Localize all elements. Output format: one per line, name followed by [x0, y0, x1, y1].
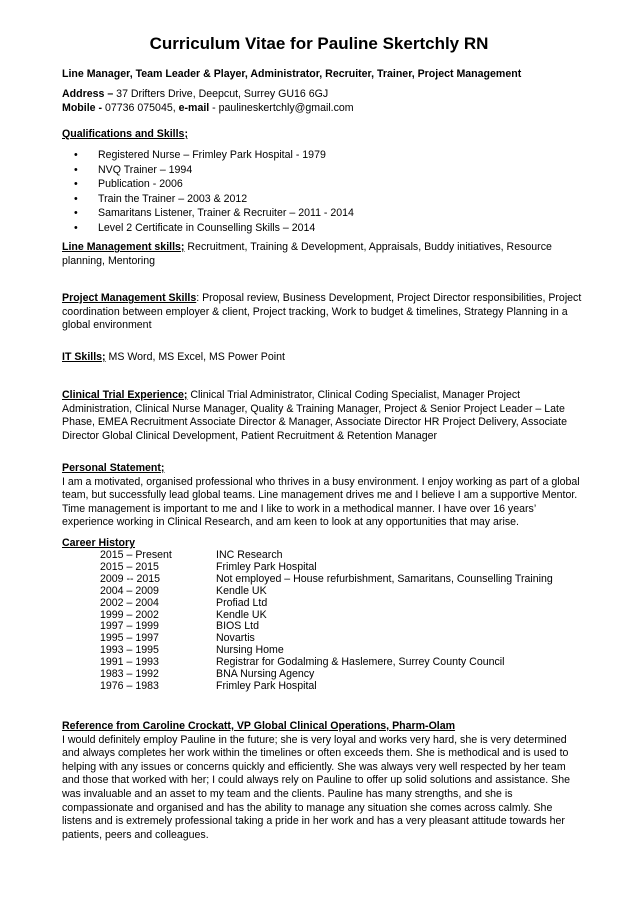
- career-history-table: [100, 550, 553, 693]
- mobile-value: 07736 075045,: [104, 101, 179, 114]
- clinical-trial-text: Clinical Trial Administrator, Clinical Coding Specialist, Manager Project Administration, Clinical Nurse Manager, Quality & Training Manager, Project & Senior Project Leader – Late Phase, EMEA Recruitment Associate Director & Manager, Associate Director HR Project Delivery, Associate Director Global Clinical Development, Patient Recruitment & Retention Manager: [62, 389, 567, 442]
- list-item: • Samaritans Listener, Trainer & Recruiter – 2011 - 2014: [62, 206, 354, 221]
- list-item: • Publication - 2006: [62, 177, 354, 192]
- roles-line: Line Manager, Team Leader & Player, Administrator, Recruiter, Trainer, Project Management: [62, 68, 522, 80]
- table-row: [100, 633, 553, 645]
- career-employer: Novartis: [216, 632, 255, 645]
- reference-section: [62, 720, 584, 842]
- table-row: [100, 598, 553, 610]
- project-management-text: : Proposal review, Business Development, Project Director responsibilities, Project coordination between employer & client, Project tracking, Work to budget & timelines, Strategy Planning in a global environment: [62, 292, 582, 332]
- career-employer: BNA Nursing Agency: [216, 668, 315, 681]
- email-label: e-mail: [178, 101, 210, 114]
- career-years: 1997 – 1999: [100, 620, 159, 633]
- clinical-trial-heading: Clinical Trial Experience;: [62, 389, 188, 401]
- table-row: [100, 621, 553, 633]
- reference-heading: Reference from Caroline Crockatt, VP Global Clinical Operations, Pharm-Olam: [62, 720, 456, 732]
- career-employer: Frimley Park Hospital: [216, 679, 317, 692]
- career-years: 1995 – 1997: [100, 632, 159, 645]
- cv-title: Curriculum Vitae for Pauline Skertchly RN: [149, 34, 489, 53]
- qualifications-list: [62, 148, 354, 235]
- career-employer: Nursing Home: [216, 644, 284, 657]
- career-employer: INC Research: [216, 549, 283, 561]
- qualifications-heading: Qualifications and Skills;: [62, 128, 188, 140]
- project-management-heading: Project Management Skills: [62, 292, 197, 304]
- address-line: [62, 88, 584, 102]
- career-years: 2009 -- 2015: [100, 572, 161, 585]
- personal-statement-section: [62, 462, 584, 530]
- clinical-trial-section: [62, 389, 584, 443]
- line-management-section: [62, 241, 584, 268]
- it-skills-heading: IT Skills;: [62, 351, 106, 363]
- career-years: 2002 – 2004: [100, 596, 159, 609]
- table-row: [100, 586, 553, 598]
- line-management-heading: Line Management skills;: [62, 241, 185, 253]
- personal-statement-text: I am a motivated, organised professional who thrives in a busy environment. I enjoy working as part of a global team, but successfully lead global teams. Line management drives me and I believe I am a supportive Mentor. Time management is important to me and I like to work in a methodical manner. I have over 16 years’ experience working in Clinical Research, and am keen to look at any opportunities that may arise.: [62, 475, 580, 529]
- career-years: 1993 – 1995: [100, 644, 159, 657]
- email-value: - paulineskertchly@gmail.com: [209, 101, 354, 114]
- career-employer: Frimley Park Hospital: [216, 560, 317, 573]
- career-years: 1991 – 1993: [100, 656, 159, 669]
- address-value: 37 Drifters Drive, Deepcut, Surrey GU16 6GJ: [113, 88, 329, 100]
- list-item: • NVQ Trainer – 1994: [62, 163, 354, 178]
- career-years: 2015 – 2015: [100, 560, 159, 573]
- it-skills-text: MS Word, MS Excel, MS Power Point: [105, 351, 285, 363]
- career-history-heading: Career History: [62, 537, 136, 549]
- mobile-label: Mobile -: [62, 101, 105, 114]
- career-years: 1999 – 2002: [100, 608, 159, 621]
- career-employer: Not employed – House refurbishment, Samaritans, Counselling Training: [216, 572, 553, 585]
- career-employer: Kendle UK: [216, 584, 267, 597]
- personal-statement-heading: Personal Statement;: [62, 462, 165, 474]
- reference-text: I would definitely employ Pauline in the future; she is very loyal and works very hard, she is very determined and always completes her work within the timelines or often exceeds them. She is methodical and is used to helping with any issues or concerns quickly and efficiently. She was always very well respected by her team and those that worked with her; I could always rely on Pauline to offer up solid solutions and assistance. She was invaluable and an asset to my team and the clients. Pauline has many strengths, and she is compassionate and organised and has the ability to manage any situation she comes across calmly. She listens and is extremely professional taking a pride in her work and has a very pleasant attitude towards her patients, peers and colleagues.: [62, 733, 571, 841]
- career-employer: Profiad Ltd: [216, 596, 268, 609]
- career-years: 1983 – 1992: [100, 668, 159, 681]
- career-years: 2004 – 2009: [100, 584, 159, 597]
- career-employer: Registrar for Godalming & Haslemere, Surrey County Council: [216, 656, 505, 669]
- table-row: [100, 610, 553, 622]
- address-label: Address –: [62, 88, 114, 100]
- project-management-section: [62, 292, 584, 333]
- list-item: • Train the Trainer – 2003 & 2012: [62, 192, 354, 207]
- contact-block: [62, 88, 584, 115]
- table-row: [100, 681, 553, 693]
- career-employer: BIOS Ltd: [216, 620, 259, 633]
- table-row: [100, 657, 553, 669]
- table-row: [100, 669, 553, 681]
- list-item: • Registered Nurse – Frimley Park Hospital - 1979: [62, 148, 354, 163]
- table-row: [100, 574, 553, 586]
- line-management-text: Recruitment, Training & Development, Appraisals, Buddy initiatives, Resource planning, Mentoring: [62, 241, 552, 267]
- career-years: 2015 – Present: [100, 549, 172, 561]
- mobile-line: [62, 102, 584, 116]
- it-skills-section: [62, 351, 584, 365]
- table-row: [100, 550, 553, 562]
- career-employer: Kendle UK: [216, 608, 267, 621]
- career-years: 1976 – 1983: [100, 679, 159, 692]
- list-item: • Level 2 Certificate in Counselling Skills – 2014: [62, 221, 354, 236]
